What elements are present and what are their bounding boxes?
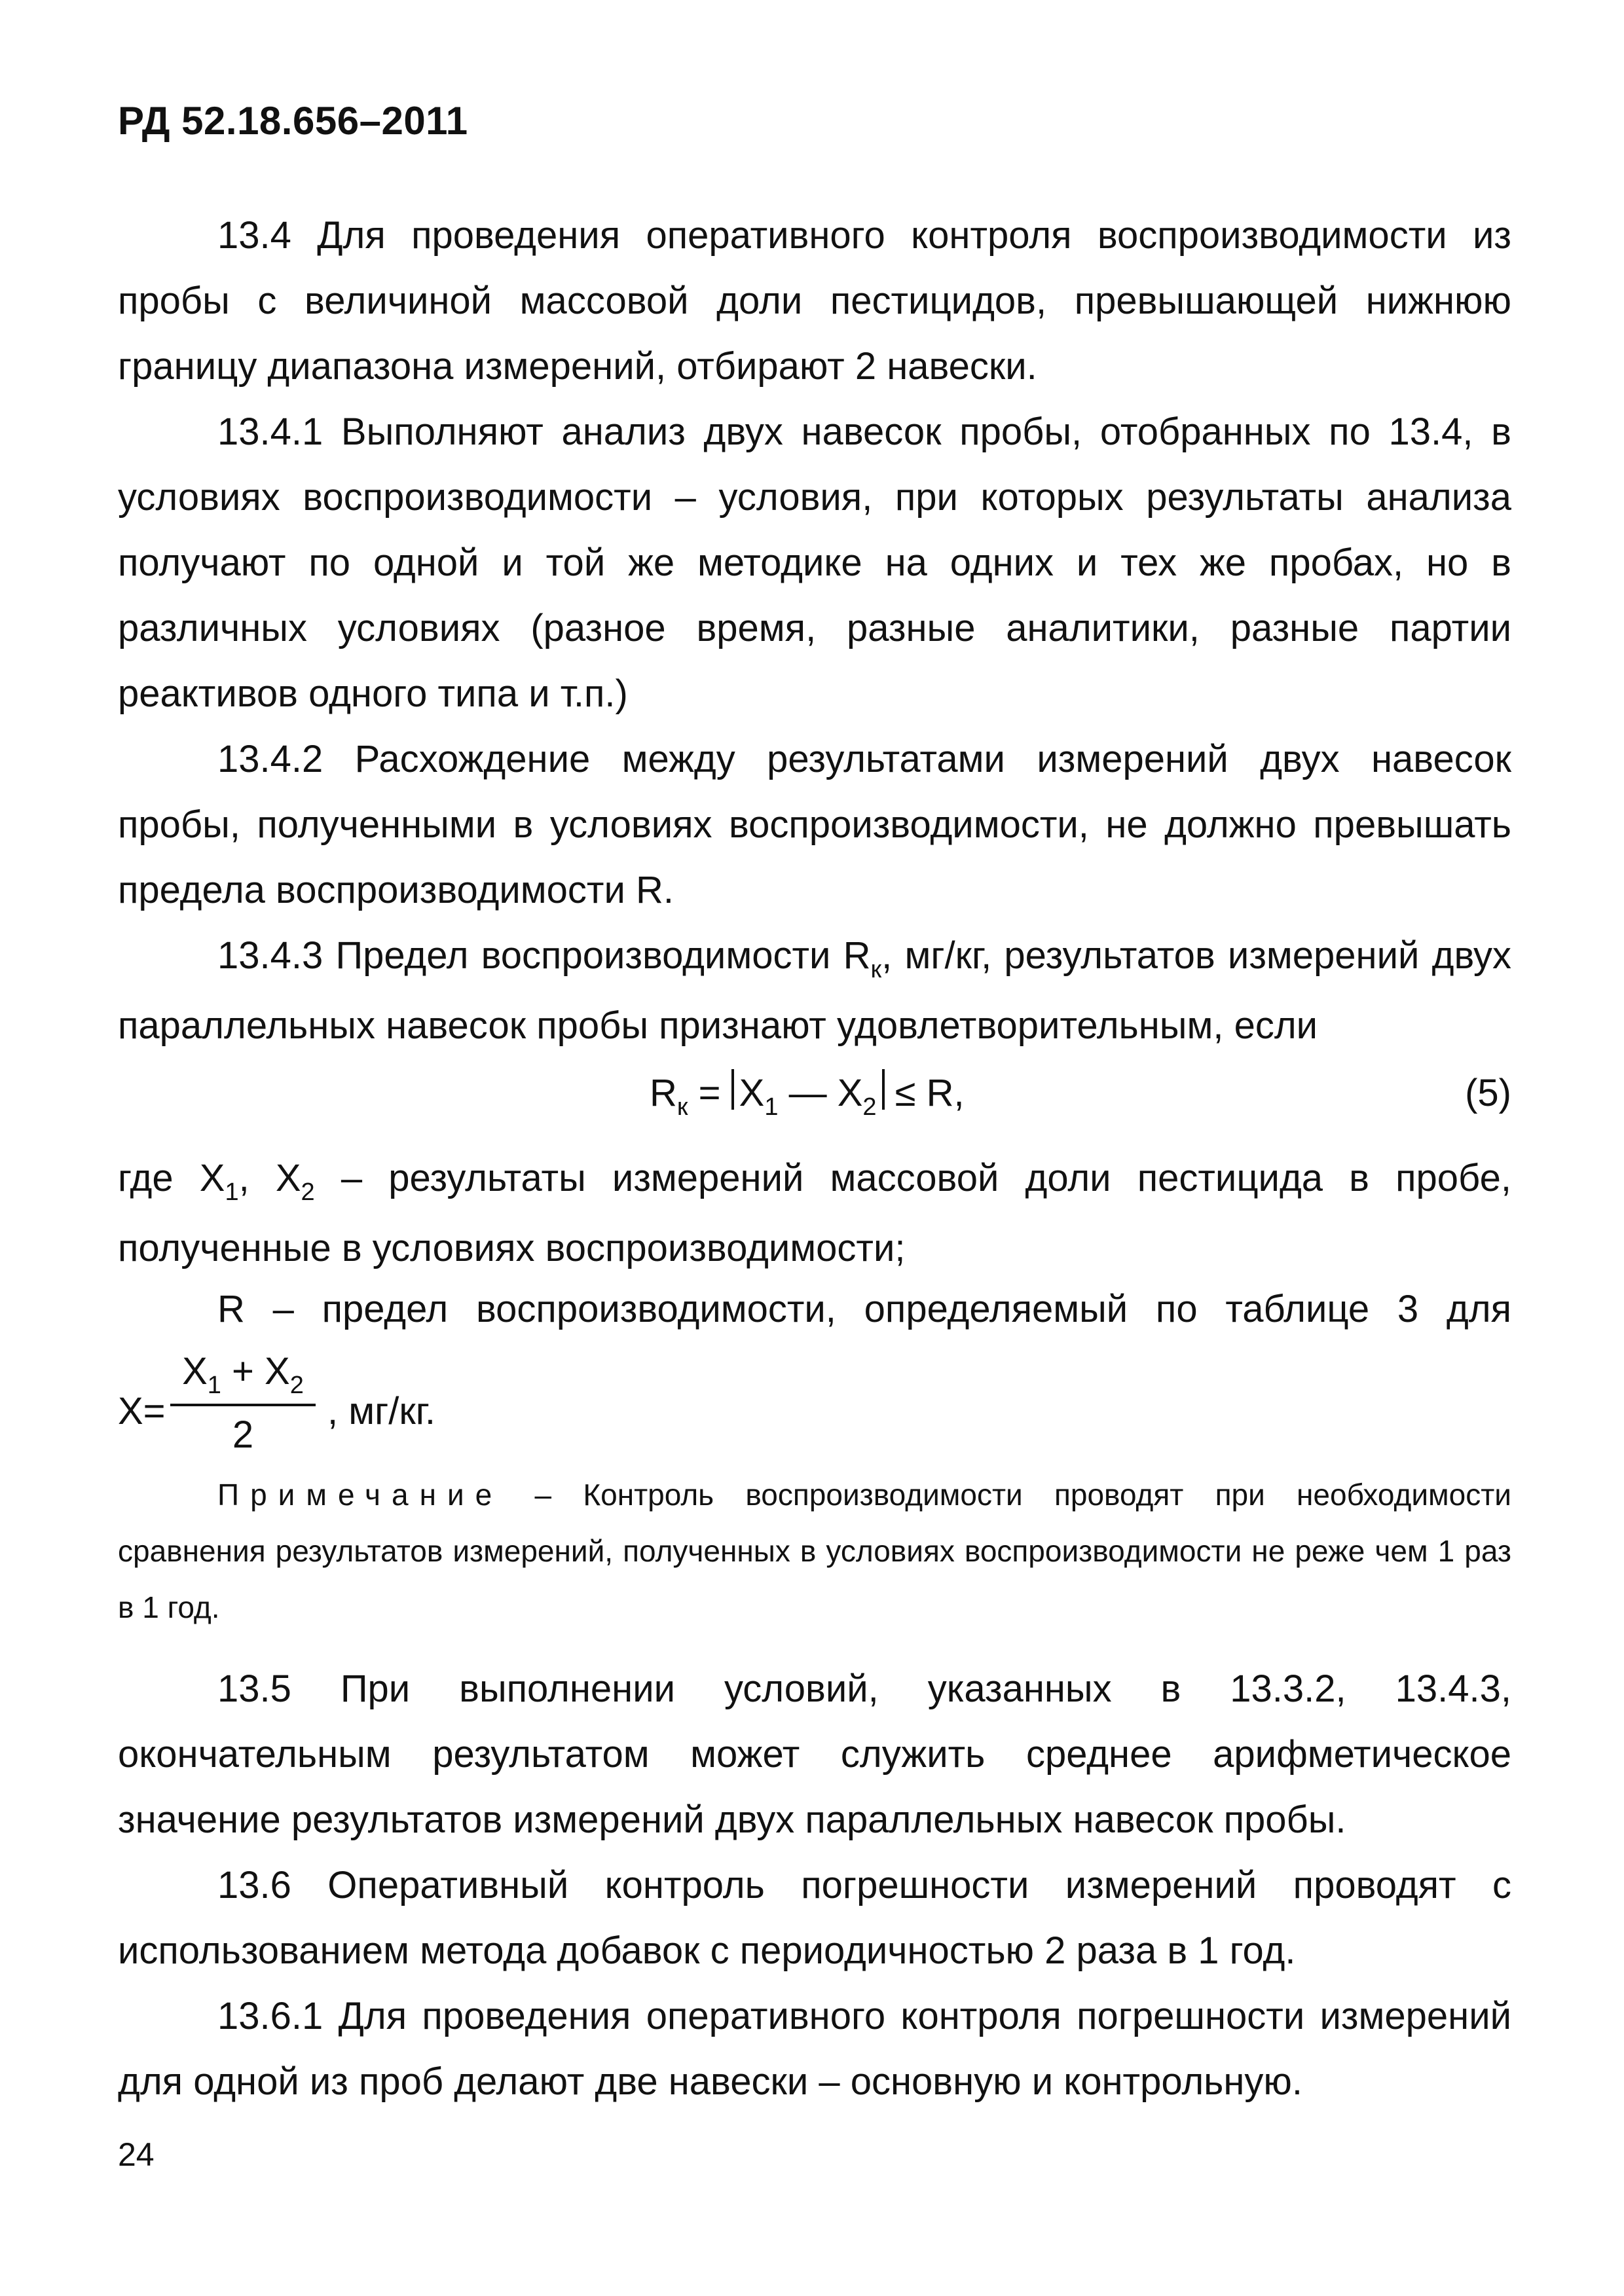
formula-5 bbox=[118, 1061, 1511, 1126]
note-block bbox=[118, 1467, 1511, 1635]
formula-x1: X bbox=[739, 1072, 765, 1114]
paragraph-13-6: 13.6 Оперативный контроль погрешности измерений проводят с использованием метода добавок с периодичностью 2 раза в 1 год. bbox=[118, 1864, 1511, 1972]
paragraph-13-6-1: 13.6.1 Для проведения оперативного контроля погрешности измерений для одной из проб делают две навески – основную и контрольную. bbox=[118, 1995, 1511, 2103]
where-x2-subscript: 2 bbox=[301, 1178, 315, 1206]
abs-bar-left bbox=[731, 1069, 734, 1110]
where-r: R – предел воспроизводимости, определяемый по таблице 3 для bbox=[217, 1288, 1511, 1330]
formula-lhs-subscript: к bbox=[676, 1093, 688, 1121]
paragraph-13-4-1: 13.4.1 Выполняют анализ двух навесок пробы, отобранных по 13.4, в условиях воспроизводимости – условия, при которых результаты анализа получают по одной и той же методике на одних и тех же пробах, но в различных условиях (разное время, разные аналитики, разные партии реактивов одного типа и т.п.) bbox=[118, 410, 1511, 715]
formula-x1-subscript: 1 bbox=[764, 1093, 779, 1121]
paragraph-13-4-2: 13.4.2 Расхождение между результатами измерений двух навесок пробы, полученными в условиях воспроизводимости, не должно превышать предела воспроизводимости R. bbox=[118, 738, 1511, 911]
fraction-numerator: $X_1 + X_2$ bbox=[182, 1350, 304, 1399]
where-x1-subscript: 1 bbox=[225, 1178, 239, 1206]
mean-fraction bbox=[170, 1342, 316, 1461]
formula-equals: = bbox=[688, 1072, 731, 1114]
paragraph-13-4-3-end: , мг/кг, результатов измерений двух параллельных навесок пробы признают удовлетворительным, если bbox=[118, 934, 1511, 1047]
formula-minus: — bbox=[778, 1072, 838, 1114]
formula-lhs: R bbox=[650, 1072, 677, 1114]
formula-x2-subscript: 2 bbox=[862, 1093, 877, 1121]
fraction-denominator: 2 bbox=[232, 1413, 254, 1456]
formula-expression bbox=[650, 1061, 965, 1131]
note-text: – Контроль воспроизводимости проводят при необходимости сравнения результатов измерений, полученных в условиях воспроизводимости не реже чем 1 раз в 1 год. bbox=[118, 1478, 1511, 1624]
where-text: – результаты измерений массовой доли пестицида в пробе, полученные в условиях воспроизводимости; bbox=[118, 1157, 1511, 1269]
where-mid: , X bbox=[238, 1157, 301, 1199]
note-label: Примечание bbox=[217, 1478, 504, 1512]
page-number: 24 bbox=[118, 2136, 155, 2173]
fraction-bar bbox=[170, 1404, 316, 1406]
formula-number: (5) bbox=[1465, 1072, 1511, 1114]
paragraph-13-5: 13.5 При выполнении условий, указанных в 13.3.2, 13.4.3, окончательным результатом может служить среднее арифметическое значение результатов измерений двух параллельных навесок пробы. bbox=[118, 1667, 1511, 1841]
r-k-subscript: к bbox=[870, 956, 882, 983]
mean-unit: , мг/кг. bbox=[327, 1390, 435, 1432]
paragraph-13-4-3-start: 13.4.3 Предел воспроизводимости R bbox=[217, 934, 871, 977]
paragraph-13-4: 13.4 Для проведения оперативного контроля воспроизводимости из пробы с величиной массовой доли пестицидов, превышающей нижнюю границу диапазона измерений, отбирают 2 навески. bbox=[118, 214, 1511, 388]
mean-x-equals: X= bbox=[118, 1390, 166, 1432]
formula-rhs: ≤ R, bbox=[884, 1072, 965, 1114]
where-lead: где X bbox=[118, 1157, 225, 1199]
paragraph-13-4-3 bbox=[118, 923, 1511, 1059]
where-x1-x2 bbox=[118, 1146, 1511, 1281]
document-code: РД 52.18.656–2011 bbox=[118, 99, 468, 143]
formula-x2: X bbox=[837, 1072, 863, 1114]
